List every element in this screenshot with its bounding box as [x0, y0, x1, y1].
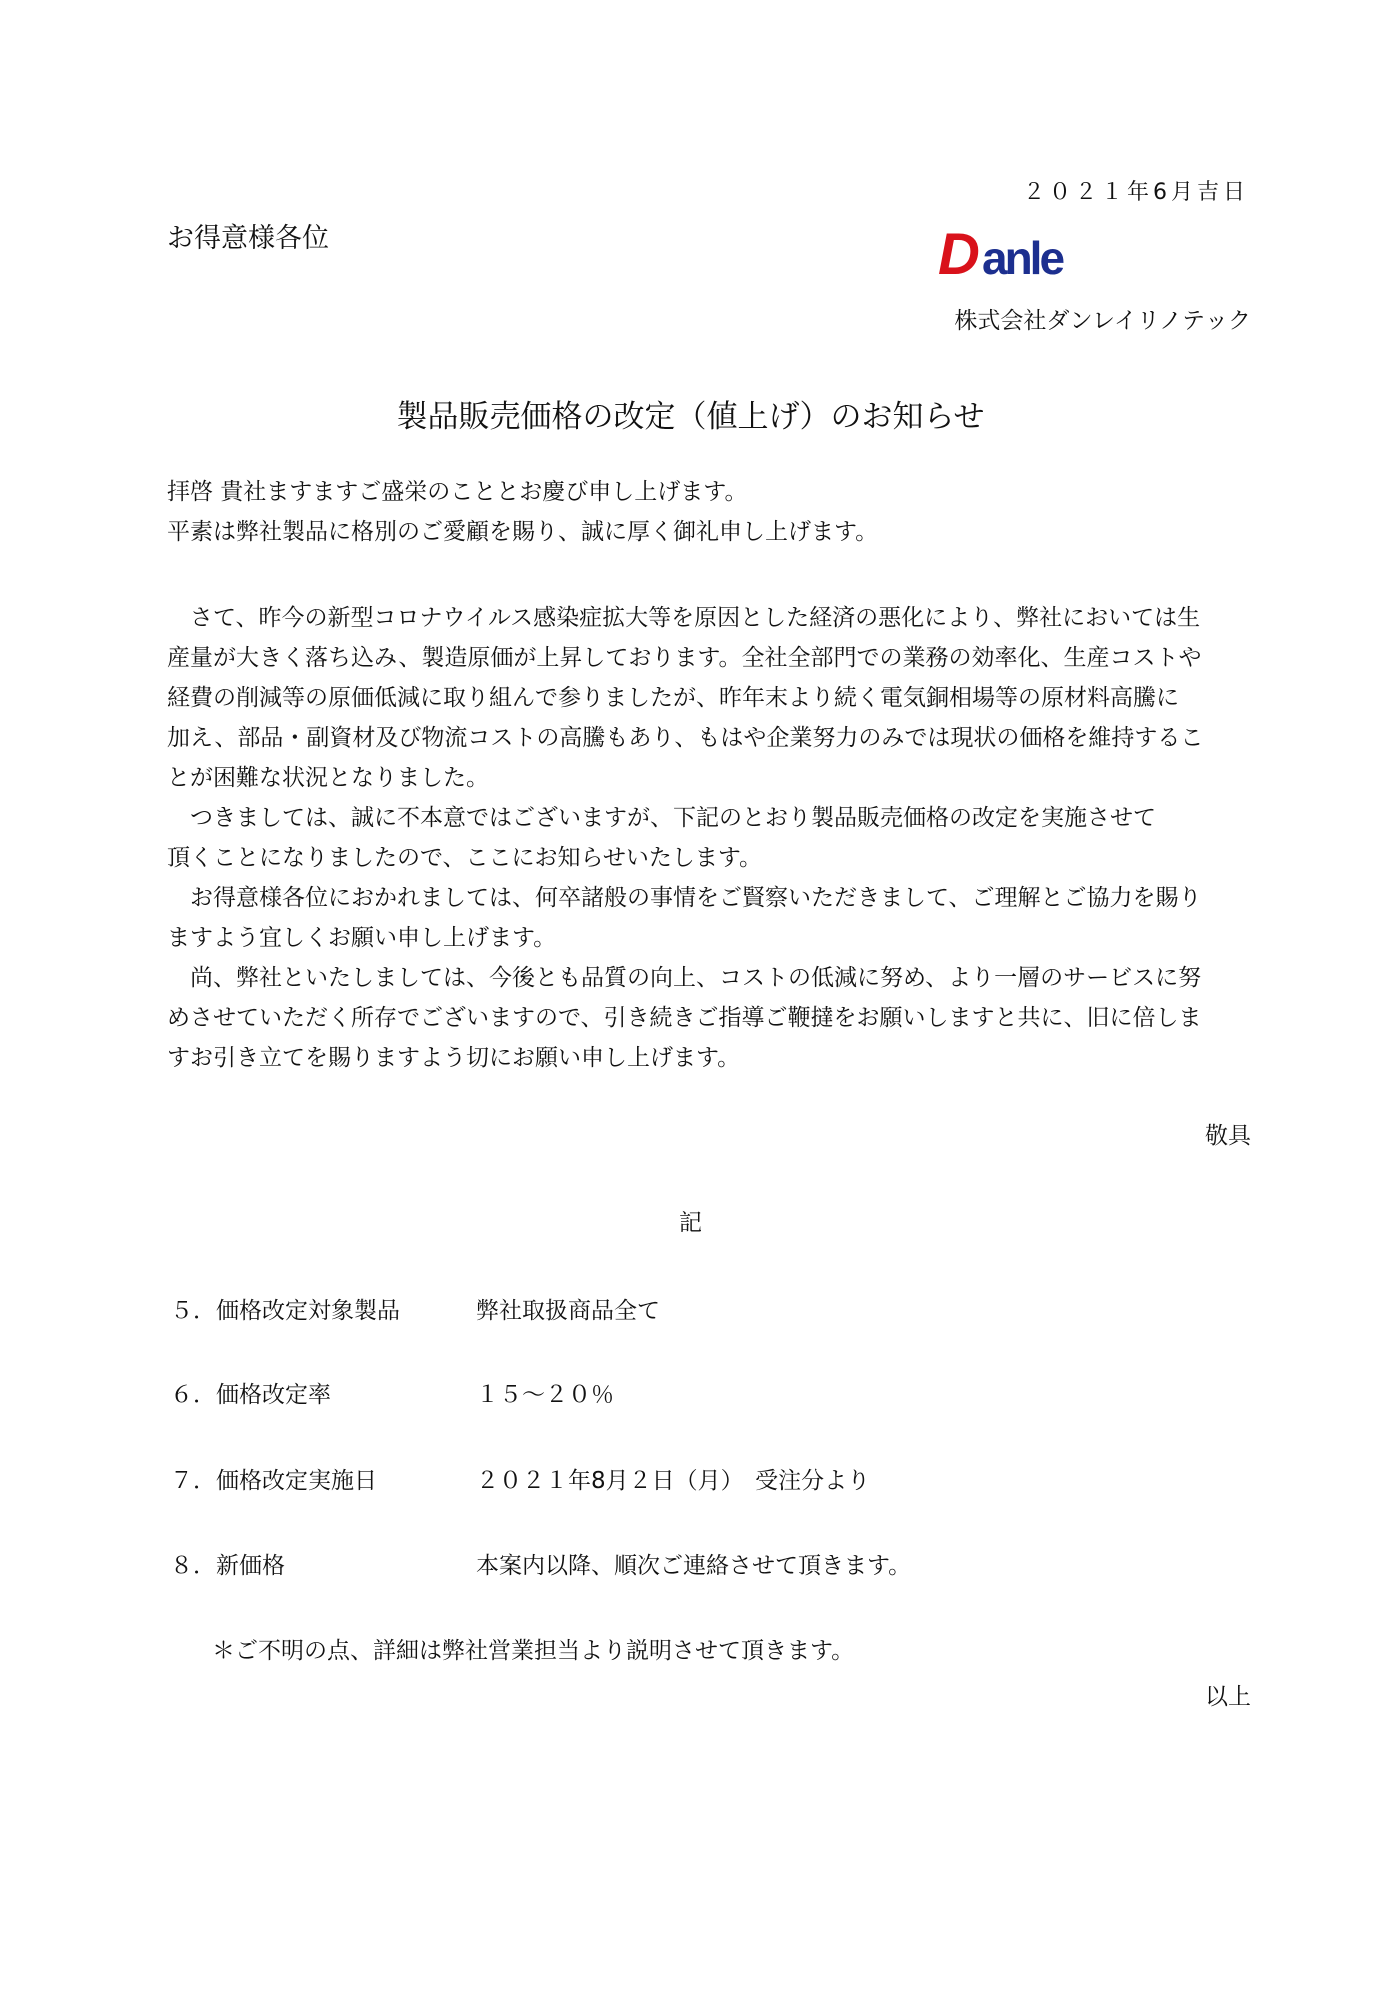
- body-text: [167, 598, 1203, 1078]
- company-name: 株式会社ダンレイリノテック: [954, 308, 1251, 334]
- item-value: １５～２０％: [476, 1382, 614, 1408]
- body-line: すお引き立てを賜りますよう切にお願い申し上げます。: [167, 1045, 741, 1071]
- body-line: とが困難な状況となりました。: [167, 765, 489, 791]
- body-line: 経費の削減等の原価低減に取り組んで参りましたが、昨年末より続く電気銅相場等の原材料高騰に: [167, 685, 1179, 711]
- greeting-line: 平素は弊社製品に格別のご愛顧を賜り、誠に厚く御礼申し上げます。: [167, 519, 879, 545]
- greeting-line: 拝啓 貴社ますますご盛栄のこととお慶び申し上げます。: [167, 479, 748, 505]
- body-line: 頂くことになりましたので、ここにお知らせいたします。: [167, 845, 763, 871]
- item-label: ６．価格改定率: [170, 1382, 331, 1408]
- recipient: お得意様各位: [167, 223, 329, 254]
- closing-ijo: 以上: [1205, 1684, 1251, 1710]
- body-line: 尚、弊社といたしましては、今後とも品質の向上、コストの低減に努め、より一層のサービスに努: [167, 965, 1202, 991]
- logo-letters-anle: anle: [982, 232, 1063, 284]
- item-target-products: [170, 1292, 660, 1325]
- greeting: [167, 472, 878, 552]
- body-line: 加え、部品・副資材及び物流コストの高騰もあり、もはや企業努力のみでは現状の価格を維持するこ: [167, 725, 1204, 751]
- item-revision-rate: [170, 1376, 614, 1409]
- ki-heading: 記: [679, 1210, 702, 1236]
- document-date: ２０２１年6月吉日: [1023, 180, 1249, 205]
- item-value: ２０２１年8月２日（月） 受注分より: [476, 1468, 871, 1494]
- item-new-price: [170, 1547, 911, 1580]
- company-logo: [938, 222, 1088, 286]
- body-line: めさせていただく所存でございますので、引き続きご指導ご鞭撻をお願いしますと共に、旧に倍しま: [167, 1005, 1202, 1031]
- item-value: 弊社取扱商品全て: [476, 1298, 660, 1324]
- item-label: ５．価格改定対象製品: [170, 1298, 400, 1324]
- logo-letter-d: D: [938, 222, 980, 286]
- danle-logo-icon: [938, 222, 1088, 286]
- item-value: 本案内以降、順次ご連絡させて頂きます。: [476, 1553, 912, 1579]
- closing-keigu: 敬具: [1205, 1123, 1251, 1149]
- item-effective-date: [170, 1462, 870, 1495]
- page-title: 製品販売価格の改定（値上げ）のお知らせ: [396, 399, 985, 435]
- body-line: さて、昨今の新型コロナウイルス感染症拡大等を原因とした経済の悪化により、弊社においては生: [167, 605, 1201, 631]
- body-line: つきましては、誠に不本意ではございますが、下記のとおり製品販売価格の改定を実施させて: [167, 805, 1156, 831]
- body-line: 産量が大きく落ち込み、製造原価が上昇しております。全社全部門での業務の効率化、生産コストや: [167, 645, 1202, 671]
- body-line: お得意様各位におかれましては、何卒諸般の事情をご賢察いただきまして、ご理解とご協力を賜り: [167, 885, 1202, 911]
- item-label: ８．新価格: [170, 1553, 285, 1579]
- body-line: ますよう宜しくお願い申し上げます。: [167, 925, 557, 951]
- item-label: ７．価格改定実施日: [170, 1468, 377, 1494]
- inquiry-note: ＊ご不明の点、詳細は弊社営業担当より説明させて頂きます。: [212, 1638, 855, 1664]
